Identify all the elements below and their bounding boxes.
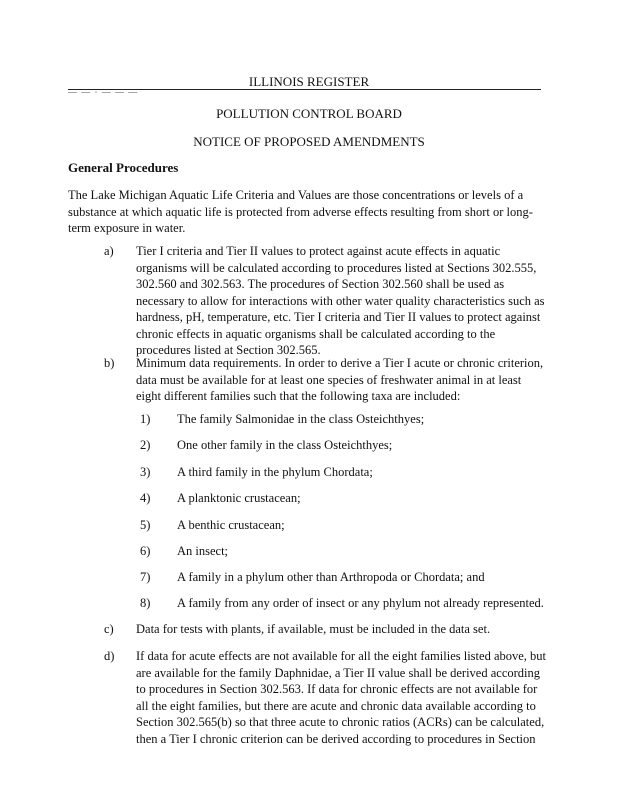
sub-item-text: The family Salmonidae in the class Osteichthyes; [177,412,425,426]
item-text: Minimum data requirements. In order to derive a Tier I acute or chronic criterion, data must be available for at least one species of freshwater animal in at least eight different families such that the following taxa are included: [136,356,544,403]
sub-item-label: 4) [140,491,151,505]
sub-item-text: A benthic crustacean; [177,518,285,532]
sub-item-text: A family from any order of insect or any phylum not already represented. [177,596,544,610]
section-heading: General Procedures [68,160,179,175]
item-label: c) [104,622,114,636]
item-text: If data for acute effects are not available for all the eight families listed above, but are available for the family Daphnidae, a Tier II value shall be derived according to procedures in Section 302.563. If data for chronic effects are not available for all the eight families, but there are acute and chronic data available according to Section 302.565(b) so that three acute to chronic ratios (ACRs) can be calculated, then a Tier I chronic criterion can be derived according to procedures in Section [136,649,547,746]
header-left-dashes: — — · — — — [68,87,139,97]
sub-item-label: 3) [140,465,151,479]
sub-item-label: 1) [140,412,151,426]
notice-title: NOTICE OF PROPOSED AMENDMENTS [193,134,425,149]
sub-item-label: 6) [140,544,151,558]
sub-item-text: One other family in the class Osteichthyes; [177,438,393,452]
item-text: Tier I criteria and Tier II values to protect against acute effects in aquatic organisms will be calculated according to procedures listed at Sections 302.555, 302.560 and 302.563. The procedures of Section 302.560 shall be used as necessary to allow for interactions with other water quality characteristics such as hardness, pH, temperature, etc. Tier I criteria and Tier II values to protect against chronic effects in aquatic organisms shall be calculated according to the procedures listed at Section 302.565. [136,244,545,357]
item-label: a) [104,244,114,258]
sub-item-label: 7) [140,570,151,584]
board-title: POLLUTION CONTROL BOARD [216,106,402,121]
header-rule [68,89,541,90]
sub-item-label: 2) [140,438,151,452]
item-label: b) [104,356,115,370]
sub-item-label: 8) [140,596,151,610]
item-label: d) [104,649,115,663]
intro-paragraph: The Lake Michigan Aquatic Life Criteria and Values are those concentrations or levels of a substance at which aquatic life is protected from adverse effects resulting from short or long-term exposure in water. [68,188,533,235]
register-title: ILLINOIS REGISTER [248,74,370,89]
sub-item-label: 5) [140,518,151,532]
sub-item-text: A family in a phylum other than Arthropoda or Chordata; and [177,570,485,584]
item-text: Data for tests with plants, if available, must be included in the data set. [136,622,491,636]
sub-item-text: An insect; [177,544,229,558]
sub-item-text: A planktonic crustacean; [177,491,301,505]
sub-item-text: A third family in the phylum Chordata; [177,465,373,479]
